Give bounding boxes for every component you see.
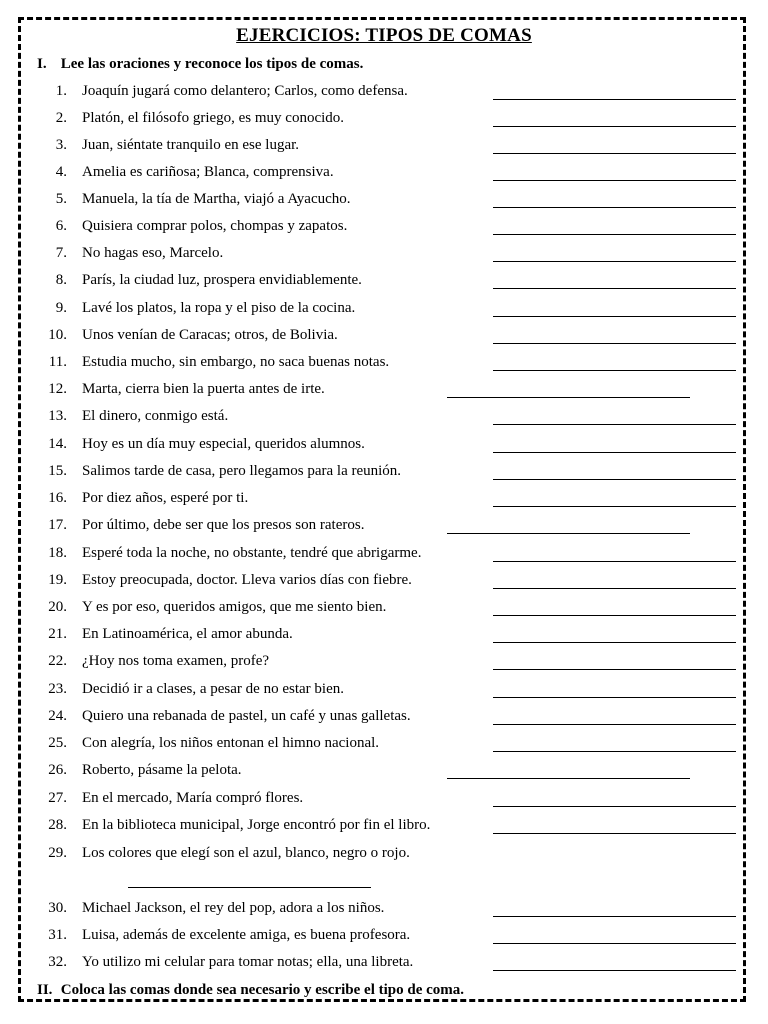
exercise-number: 8. bbox=[55, 272, 67, 288]
answer-line[interactable] bbox=[493, 316, 736, 317]
answer-line[interactable] bbox=[493, 452, 736, 453]
answer-line[interactable] bbox=[493, 669, 736, 670]
exercise-item bbox=[0, 218, 768, 238]
exercise-number: 4. bbox=[55, 164, 67, 180]
exercise-item bbox=[0, 137, 768, 157]
exercise-sentence: Lavé los platos, la ropa y el piso de la cocina. bbox=[82, 300, 356, 316]
exercise-sentence: Estoy preocupada, doctor. Lleva varios días con fiebre. bbox=[82, 572, 412, 588]
exercise-sentence: Juan, siéntate tranquilo en ese lugar. bbox=[82, 137, 300, 153]
exercise-item bbox=[0, 327, 768, 347]
section-1-heading bbox=[37, 56, 363, 73]
answer-line[interactable] bbox=[493, 943, 736, 944]
exercise-number: 24. bbox=[48, 708, 67, 724]
answer-line[interactable] bbox=[128, 887, 371, 888]
exercise-sentence: Unos venían de Caracas; otros, de Bolivia. bbox=[82, 327, 338, 343]
section-2-text: Coloca las comas donde sea necesario y escribe el tipo de coma. bbox=[60, 982, 465, 998]
exercise-number: 6. bbox=[55, 218, 67, 234]
section-1-number: I. bbox=[37, 56, 47, 72]
exercise-item bbox=[0, 735, 768, 755]
exercise-sentence: Por diez años, esperé por ti. bbox=[82, 490, 249, 506]
exercise-item bbox=[0, 626, 768, 646]
exercise-number: 32. bbox=[48, 954, 67, 970]
exercise-item bbox=[0, 927, 768, 947]
exercise-item bbox=[0, 490, 768, 510]
exercise-number: 29. bbox=[48, 845, 67, 861]
answer-line[interactable] bbox=[447, 397, 690, 398]
exercise-item bbox=[0, 381, 768, 401]
answer-line[interactable] bbox=[447, 778, 690, 779]
exercise-item bbox=[0, 790, 768, 810]
exercise-sentence: Los colores que elegí son el azul, blanco, negro o rojo. bbox=[82, 845, 410, 861]
exercise-sentence: Luisa, además de excelente amiga, es buena profesora. bbox=[82, 927, 411, 943]
exercise-item bbox=[0, 408, 768, 428]
exercise-number: 19. bbox=[48, 572, 67, 588]
exercise-number: 7. bbox=[55, 245, 67, 261]
exercise-number: 18. bbox=[48, 545, 67, 561]
answer-line[interactable] bbox=[493, 343, 736, 344]
exercise-item bbox=[0, 354, 768, 374]
answer-line[interactable] bbox=[493, 833, 736, 834]
exercise-item bbox=[0, 708, 768, 728]
exercise-item bbox=[0, 681, 768, 701]
exercise-sentence: Esperé toda la noche, no obstante, tendré que abrigarme. bbox=[82, 545, 422, 561]
exercise-number: 11. bbox=[48, 354, 67, 370]
answer-line[interactable] bbox=[493, 370, 736, 371]
answer-line[interactable] bbox=[447, 533, 690, 534]
page-title: EJERCICIOS: TIPOS DE COMAS bbox=[236, 25, 532, 46]
exercise-sentence: Quisiera comprar polos, chompas y zapatos. bbox=[82, 218, 348, 234]
exercise-number: 31. bbox=[48, 927, 67, 943]
exercise-item bbox=[0, 83, 768, 103]
exercise-sentence: En el mercado, María compró flores. bbox=[82, 790, 304, 806]
exercise-number: 12. bbox=[48, 381, 67, 397]
exercise-number: 20. bbox=[48, 599, 67, 615]
exercise-number: 17. bbox=[48, 517, 67, 533]
exercise-number: 10. bbox=[48, 327, 67, 343]
exercise-sentence: París, la ciudad luz, prospera envidiablemente. bbox=[82, 272, 362, 288]
section-1-text: Lee las oraciones y reconoce los tipos de comas. bbox=[60, 56, 364, 72]
section-2-heading bbox=[37, 982, 464, 999]
exercise-item bbox=[0, 545, 768, 565]
exercise-item bbox=[0, 110, 768, 130]
answer-line[interactable] bbox=[493, 288, 736, 289]
exercise-sentence: Salimos tarde de casa, pero llegamos para la reunión. bbox=[82, 463, 402, 479]
answer-line[interactable] bbox=[493, 126, 736, 127]
exercise-number: 13. bbox=[48, 408, 67, 424]
exercise-item bbox=[0, 653, 768, 673]
exercise-number: 21. bbox=[48, 626, 67, 642]
exercise-sentence: Yo utilizo mi celular para tomar notas; ella, una libreta. bbox=[82, 954, 414, 970]
exercise-sentence: No hagas eso, Marcelo. bbox=[82, 245, 224, 261]
exercise-item bbox=[0, 245, 768, 265]
exercise-sentence: Estudia mucho, sin embargo, no saca buenas notas. bbox=[82, 354, 390, 370]
answer-line[interactable] bbox=[493, 506, 736, 507]
answer-line[interactable] bbox=[493, 970, 736, 971]
exercise-number: 16. bbox=[48, 490, 67, 506]
answer-line[interactable] bbox=[493, 261, 736, 262]
exercise-number: 27. bbox=[48, 790, 67, 806]
answer-line[interactable] bbox=[493, 615, 736, 616]
exercise-item bbox=[0, 191, 768, 211]
exercise-item bbox=[0, 572, 768, 592]
exercise-item bbox=[0, 517, 768, 537]
exercise-item bbox=[0, 164, 768, 184]
answer-line[interactable] bbox=[493, 234, 736, 235]
answer-line[interactable] bbox=[493, 99, 736, 100]
exercise-item bbox=[0, 762, 768, 782]
answer-line[interactable] bbox=[493, 588, 736, 589]
answer-line[interactable] bbox=[493, 916, 736, 917]
exercise-item bbox=[0, 272, 768, 292]
answer-line[interactable] bbox=[493, 479, 736, 480]
exercise-number: 28. bbox=[48, 817, 67, 833]
answer-line[interactable] bbox=[493, 180, 736, 181]
exercise-number: 23. bbox=[48, 681, 67, 697]
exercise-sentence: Hoy es un día muy especial, queridos alumnos. bbox=[82, 436, 365, 452]
exercise-item bbox=[0, 436, 768, 456]
exercise-sentence: Quiero una rebanada de pastel, un café y unas galletas. bbox=[82, 708, 411, 724]
exercise-sentence: Y es por eso, queridos amigos, que me siento bien. bbox=[82, 599, 387, 615]
answer-line[interactable] bbox=[493, 153, 736, 154]
exercise-sentence: Marta, cierra bien la puerta antes de irte. bbox=[82, 381, 325, 397]
exercise-number: 30. bbox=[48, 900, 67, 916]
answer-line[interactable] bbox=[493, 806, 736, 807]
answer-line[interactable] bbox=[493, 561, 736, 562]
exercise-number: 14. bbox=[48, 436, 67, 452]
exercise-sentence: Decidió ir a clases, a pesar de no estar bien. bbox=[82, 681, 344, 697]
exercise-item bbox=[0, 300, 768, 320]
exercise-sentence: Platón, el filósofo griego, es muy conocido. bbox=[82, 110, 345, 126]
answer-line[interactable] bbox=[493, 642, 736, 643]
exercise-sentence: El dinero, conmigo está. bbox=[82, 408, 229, 424]
exercise-sentence: Joaquín jugará como delantero; Carlos, como defensa. bbox=[82, 83, 408, 99]
exercise-sentence: Con alegría, los niños entonan el himno nacional. bbox=[82, 735, 380, 751]
exercise-sentence: En la biblioteca municipal, Jorge encontró por fin el libro. bbox=[82, 817, 431, 833]
exercise-item bbox=[0, 463, 768, 483]
answer-line[interactable] bbox=[493, 751, 736, 752]
exercise-sentence: ¿Hoy nos toma examen, profe? bbox=[82, 653, 270, 669]
exercise-sentence: Michael Jackson, el rey del pop, adora a los niños. bbox=[82, 900, 385, 916]
answer-line[interactable] bbox=[493, 724, 736, 725]
exercise-sentence: Roberto, pásame la pelota. bbox=[82, 762, 242, 778]
answer-line[interactable] bbox=[493, 697, 736, 698]
exercise-number: 15. bbox=[48, 463, 67, 479]
answer-line[interactable] bbox=[493, 207, 736, 208]
exercise-number: 22. bbox=[48, 653, 67, 669]
exercise-sentence: Amelia es cariñosa; Blanca, comprensiva. bbox=[82, 164, 334, 180]
exercise-item bbox=[0, 599, 768, 619]
exercise-sentence: En Latinoamérica, el amor abunda. bbox=[82, 626, 293, 642]
exercise-sentence: Por último, debe ser que los presos son rateros. bbox=[82, 517, 365, 533]
exercise-sentence: Manuela, la tía de Martha, viajó a Ayacucho. bbox=[82, 191, 351, 207]
section-2-number: II. bbox=[37, 982, 53, 998]
exercise-item bbox=[0, 900, 768, 920]
exercise-item bbox=[0, 954, 768, 974]
exercise-number: 5. bbox=[55, 191, 67, 207]
exercise-item bbox=[0, 845, 768, 865]
exercise-number: 3. bbox=[55, 137, 67, 153]
exercise-item bbox=[0, 817, 768, 837]
exercise-number: 26. bbox=[48, 762, 67, 778]
exercise-number: 9. bbox=[55, 300, 67, 316]
answer-line[interactable] bbox=[493, 424, 736, 425]
exercise-number: 2. bbox=[55, 110, 67, 126]
exercise-number: 1. bbox=[55, 83, 67, 99]
exercise-number: 25. bbox=[48, 735, 67, 751]
